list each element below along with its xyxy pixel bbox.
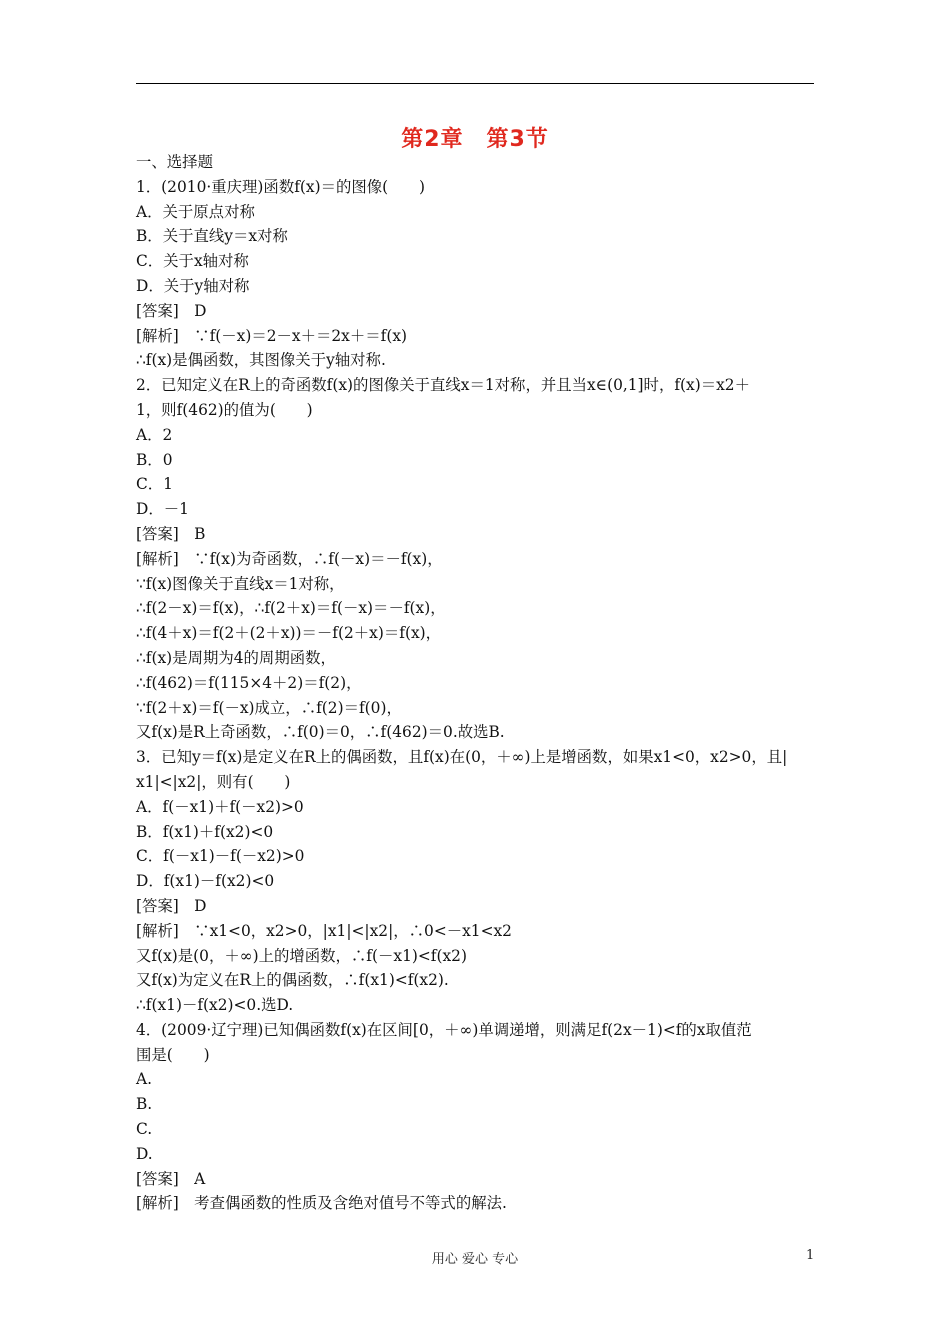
text-line: C．1 (136, 475, 173, 494)
text-line: A．关于原点对称 (136, 202, 255, 221)
text-line: D．关于y轴对称 (136, 276, 250, 295)
text-line: B．f(x1)＋f(x2)<0 (136, 822, 274, 841)
footer-text: 用心 爱心 专心 (431, 1252, 519, 1267)
text-line: ∴f(x)是周期为4的周期函数， (136, 648, 336, 667)
text-line: 围是( ) (136, 1045, 210, 1064)
text-line: ∴f(2－x)＝f(x)，∴f(2＋x)＝f(－x)＝－f(x)， (136, 599, 446, 618)
text-line: 又f(x)为定义在R上的偶函数，∴f(x1)<f(x2). (136, 971, 449, 990)
document-body (136, 150, 816, 1216)
text-line: C. (136, 1120, 153, 1139)
text-line: ∴f(462)＝f(115×4＋2)＝f(2)， (136, 673, 362, 692)
text-line: B．关于直线y＝x对称 (136, 227, 288, 246)
text-line: 又f(x)是R上奇函数，∴f(0)＝0，∴f(462)＝0.故选B. (136, 723, 505, 742)
text-line: D. (136, 1144, 153, 1163)
text-line: B. (136, 1095, 153, 1114)
text-line: D．－1 (136, 500, 189, 519)
text-line: A．2 (136, 425, 173, 444)
text-line: [解析] ∵f(x)为奇函数，∴f(－x)＝－f(x)， (136, 549, 443, 568)
text-line: ∴f(x)是偶函数，其图像关于y轴对称. (136, 351, 386, 370)
text-line: 3．已知y＝f(x)是定义在R上的偶函数，且f(x)在(0，＋∞)上是增函数，如果x1<0，x2>0，且| (136, 748, 788, 767)
text-line: B．0 (136, 450, 173, 469)
text-line: 1．(2010·重庆理)函数f(x)＝的图像( ) (136, 177, 425, 196)
text-line: ∴f(4＋x)＝f(2＋(2＋x))＝－f(2＋x)＝f(x)， (136, 624, 442, 643)
text-line: A. (136, 1070, 153, 1089)
text-line: [答案] B (136, 524, 206, 543)
text-line: [答案] D (136, 301, 207, 320)
text-line: [解析] ∵x1<0，x2>0，|x1|<|x2|，∴0<－x1<x2 (136, 921, 512, 940)
text-line: A．f(－x1)＋f(－x2)>0 (136, 797, 304, 816)
text-line: 1，则f(462)的值为( ) (136, 400, 313, 419)
chapter-title: 第2章 第3节 (401, 127, 549, 152)
text-line: C．关于x轴对称 (136, 252, 249, 271)
header-rule (136, 83, 814, 84)
text-line: 又f(x)是(0，＋∞)上的增函数，∴f(－x1)<f(x2) (136, 946, 467, 965)
text-line: ∵f(x)图像关于直线x＝1对称， (136, 574, 345, 593)
text-line: D．f(x1)－f(x2)<0 (136, 872, 275, 891)
text-line: 4．(2009·辽宁理)已知偶函数f(x)在区间[0，＋∞)单调递增，则满足f(2x－1)<f的x取值范 (136, 1020, 752, 1039)
text-line: ∵f(2＋x)＝f(－x)成立，∴f(2)＝f(0)， (136, 698, 402, 717)
text-line: [答案] D (136, 896, 207, 915)
text-line: [解析] 考查偶函数的性质及含绝对值号不等式的解法. (136, 1194, 507, 1213)
text-line: x1|<|x2|，则有( ) (136, 772, 291, 791)
text-line: [解析] ∵f(－x)＝2－x＋＝2x＋＝f(x) (136, 326, 408, 345)
text-line: [答案] A (136, 1169, 206, 1188)
text-line: 一、选择题 (136, 153, 213, 171)
text-line: C．f(－x1)－f(－x2)>0 (136, 847, 305, 866)
text-line: ∴f(x1)－f(x2)<0.选D. (136, 996, 294, 1015)
page-number: 1 (806, 1248, 815, 1263)
text-line: 2．已知定义在R上的奇函数f(x)的图像关于直线x＝1对称，并且当x∈(0,1]时，f(x)＝x2＋ (136, 376, 750, 395)
